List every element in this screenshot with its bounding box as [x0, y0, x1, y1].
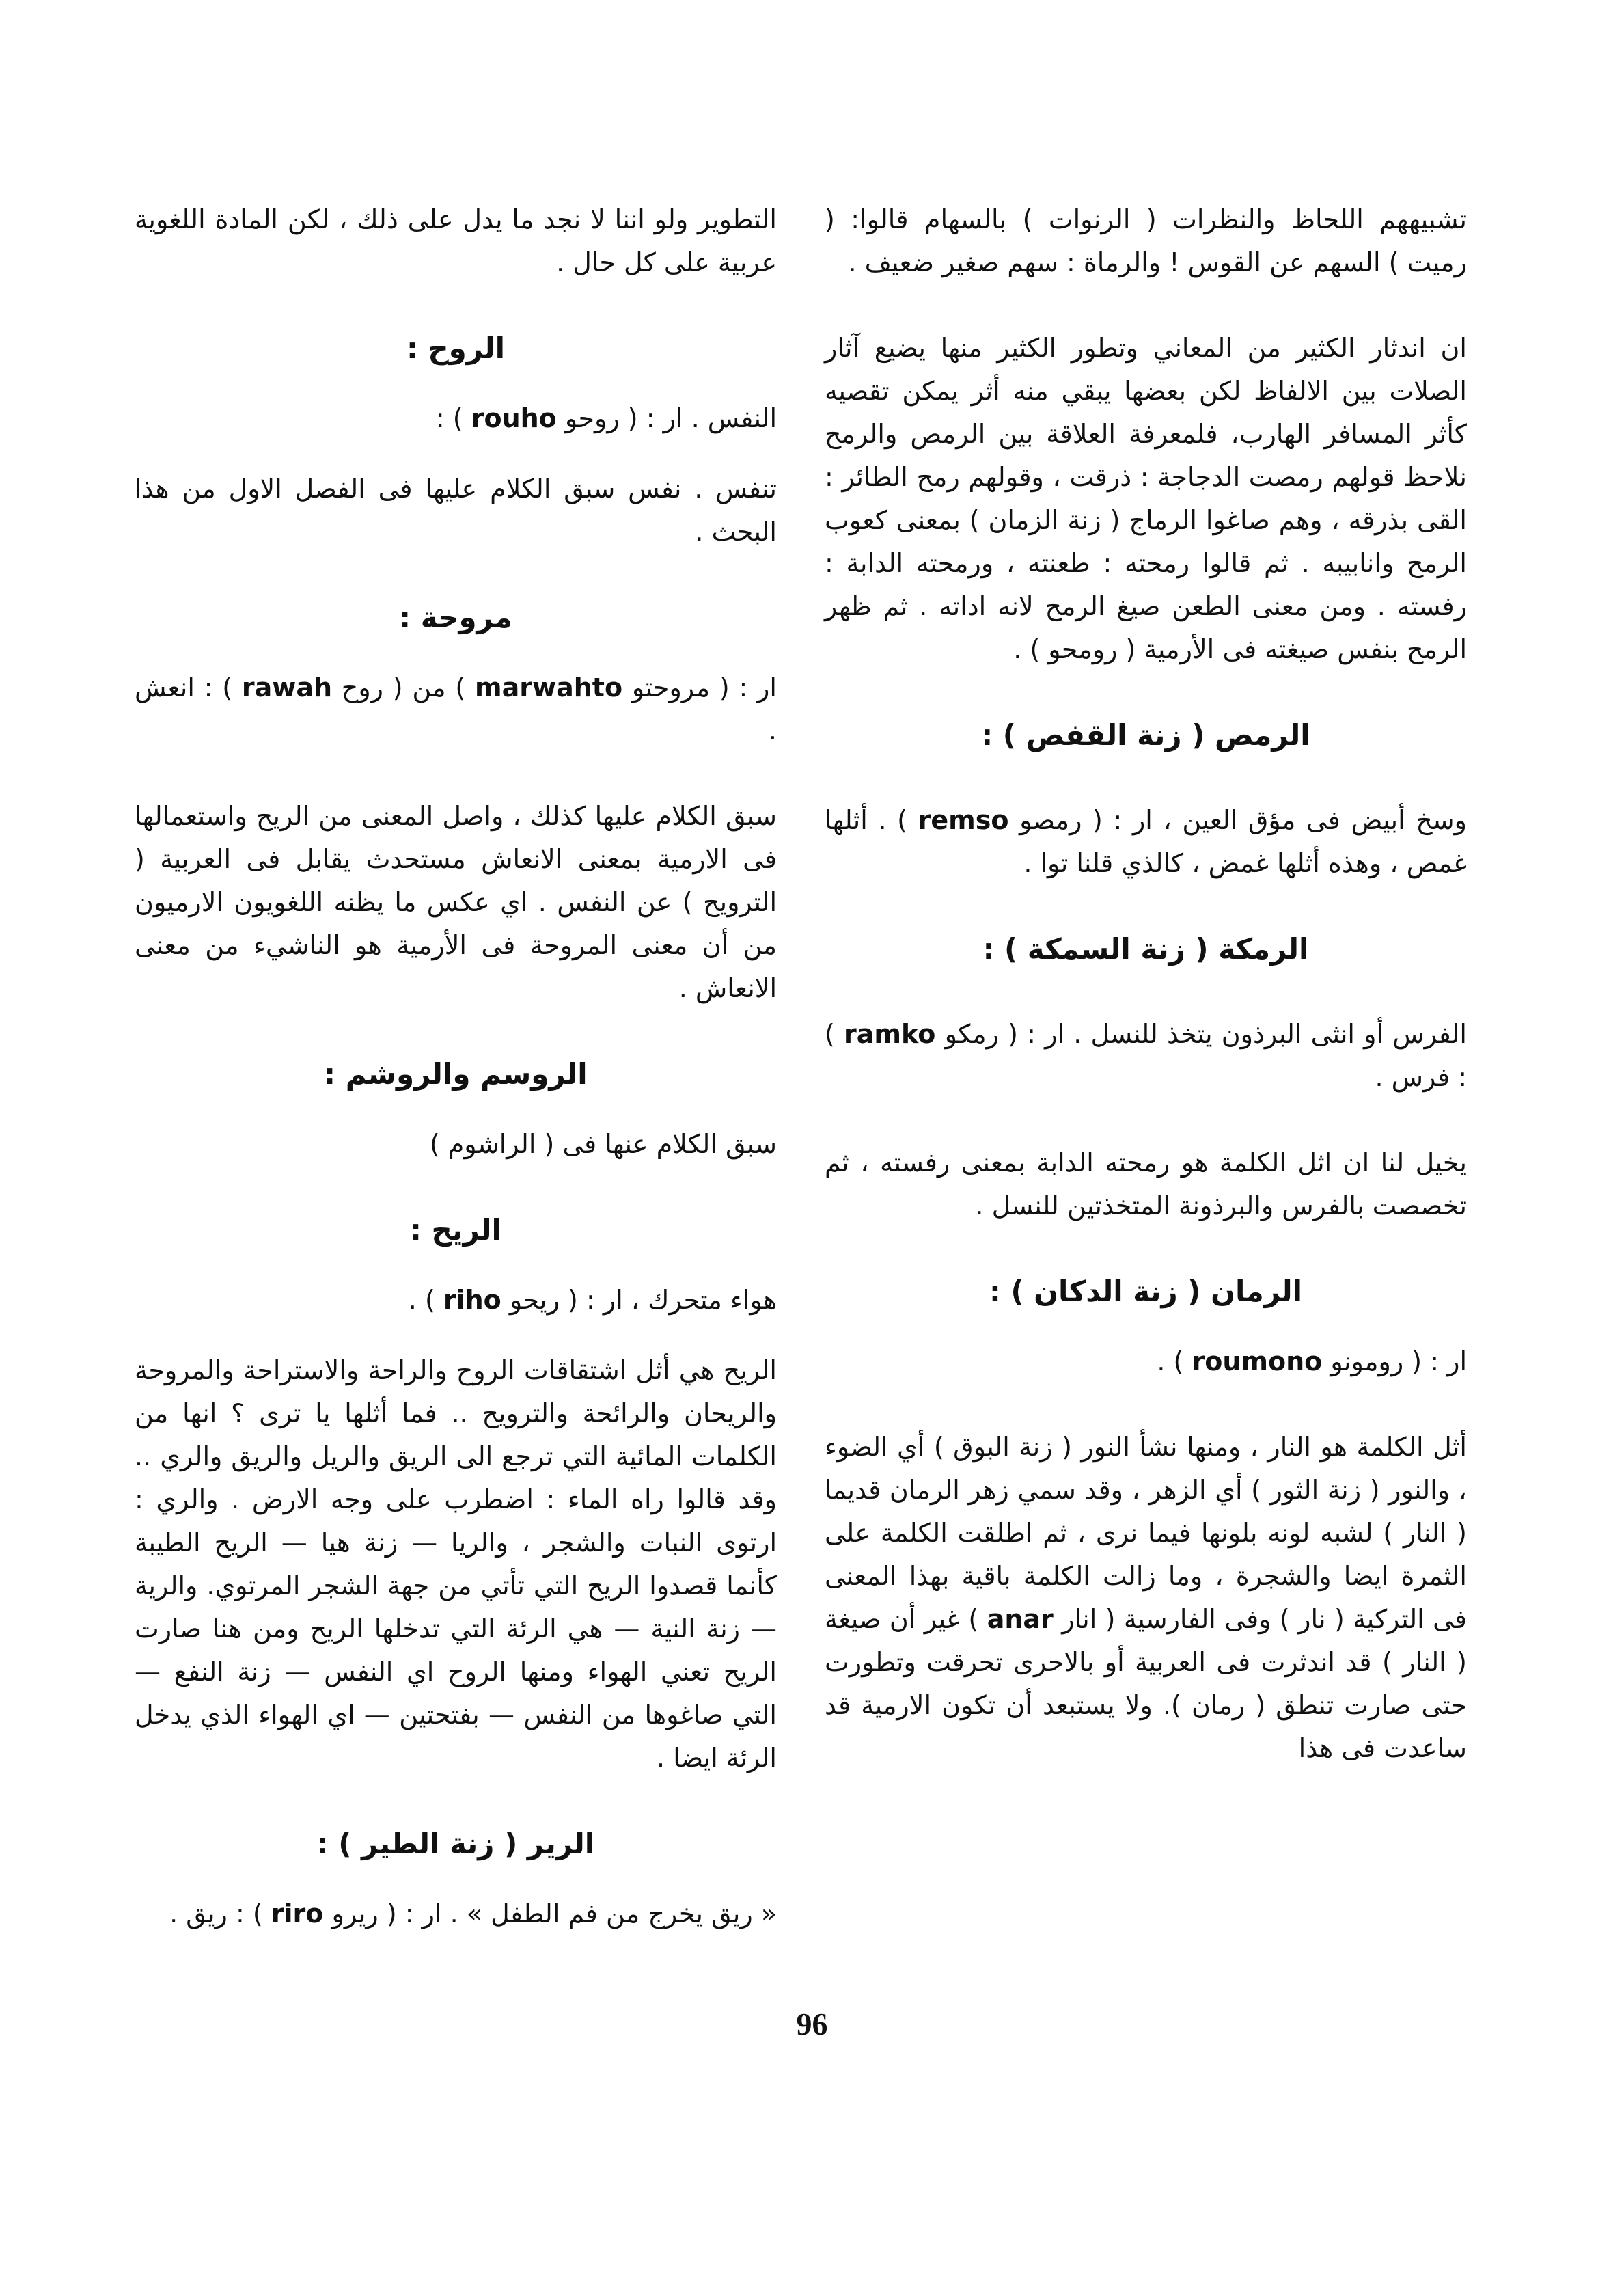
- text-fragment: ) : انعش .: [135, 672, 777, 746]
- paragraph: الريح هي أثل اشتقاقات الروح والراحة والاستراحة والمروحة والريحان والرائحة والترويح .. فما أثلها يا ترى ؟ انها من الكلمات المائية التي ترجع الى الريق والريل والريق والري .. وقد قالوا راه الماء : اضطرب على وجه الارض . والري : ارتوى النبات والشجر ، والريا — زنة هيا — الريح الطيبة كأنما قصدوا الريح التي تأتي من جهة الشجر المرتوي. والرية — زنة النية — هي الرئة التي تدخلها الريح ومن هنا صارت الريح تعني الهواء ومنها الروح اي النفس — زنة النفع — التي صاغوها من النفس — بفتحتين — اي الهواء الذي يدخل الرئة ايضا .: [135, 1355, 777, 1773]
- paragraph: ان اندثار الكثير من المعاني وتطور الكثير منها يضيع آثار الصلات بين الالفاظ لكن بعضها يبقي منه أثر يمكن تقصيه كأثر المسافر الهارب، فلمعرفة العلاقة بين الرمص والرمح نلاحظ قولهم رمصت الدجاجة : ذرقت ، وقولهم رمح الطائر : القى بذرقه ، وهم صاغوا الرماج ( زنة الزمان ) بمعنى كعوب الرمح وانابيبه . ثم قالوا رمحته : طعنته ، ورمحته الدابة : رفسته . ومن معنى الطعن صيغ الرمح لانه اداته . ثم ظهر الرمح بنفس صيغته فى الأرمية ( رومحو ) .: [825, 333, 1467, 664]
- entry-heading-rawsam: الروسم والروشم :: [324, 1057, 588, 1091]
- text-fragment: الفرس أو انثى البرذون يتخذ للنسل . ار : ( رمكو: [944, 1019, 1467, 1049]
- entry-heading-rir: الرير ( زنة الطير ) :: [316, 1827, 595, 1860]
- entry-heading-rih: الريح :: [410, 1213, 501, 1247]
- transliteration: rouho: [471, 403, 557, 433]
- text-fragment: ار : ( رومونو: [1330, 1346, 1467, 1376]
- paragraph: يخيل لنا ان اثل الكلمة هو رمحته الدابة بمعنى رفسته ، ثم تخصصت بالفرس والبرذونة المتخذتين للنسل .: [825, 1147, 1467, 1221]
- paragraph: [135, 1279, 777, 1322]
- text-fragment: ) .: [1157, 1346, 1184, 1376]
- transliteration: anar: [987, 1604, 1054, 1634]
- paragraph: تنفس . نفس سبق الكلام عليها فى الفصل الاول من هذا البحث .: [135, 474, 777, 547]
- transliteration: riro: [271, 1899, 324, 1929]
- text-fragment: « ريق يخرج من فم الطفل » . ار : ( ريرو: [331, 1899, 777, 1929]
- paragraph: [135, 1892, 777, 1935]
- paragraph: [825, 1426, 1467, 1770]
- text-fragment: أثل الكلمة هو النار ، ومنها نشأ النور ( زنة البوق ) أي الضوء ، والنور ( زنة الثور ) أي الزهر ، وقد سمي زهر الرمان قديما ( النار ) لشبه لونه بلونها فيما نرى ، ثم اطلقت الكلمة على الثمرة ايضا والشجرة ، وما زالت الكلمة باقية بهذا المعنى فى التركية ( نار ) وفى الفارسية ( انار: [825, 1432, 1467, 1634]
- text-fragment: النفس . ار : ( روحو: [564, 403, 777, 433]
- paragraph: [825, 1013, 1467, 1099]
- paragraph: سبق الكلام عنها فى ( الراشوم ): [429, 1129, 777, 1159]
- text-fragment: ) .: [408, 1285, 435, 1315]
- transliteration: ramko: [844, 1019, 936, 1049]
- paragraph: [825, 799, 1467, 885]
- page-number: 96: [796, 2007, 828, 2041]
- right-column: [825, 198, 1467, 1770]
- text-fragment: هواء متحرك ، ار : ( ريحو: [509, 1285, 777, 1315]
- paragraph: [135, 666, 777, 752]
- transliteration: roumono: [1192, 1346, 1323, 1376]
- paragraph: التطوير ولو اننا لا نجد ما يدل على ذلك ، لكن المادة اللغوية عربية على كل حال .: [135, 204, 777, 277]
- entry-heading-marwaha: مروحة :: [399, 601, 512, 634]
- left-column: [135, 198, 777, 1935]
- paragraph: تشبيههم اللحاظ والنظرات ( الرنوات ) بالسهام قالوا: ( رميت ) السهم عن القوس ! والرماة : سهم صغير ضعيف .: [825, 204, 1467, 277]
- paragraph: سبق الكلام عليها كذلك ، واصل المعنى من الريح واستعمالها فى الارمية بمعنى الانعاش مستحدث يقابل فى العربية ( الترويح ) عن النفس . اي عكس ما يظنه اللغويون الارميون من أن معنى المروحة فى الأرمية هو الناشيء من معنى الانعاش .: [135, 801, 777, 1003]
- paragraph: [825, 1340, 1467, 1383]
- transliteration: riho: [443, 1285, 501, 1315]
- entry-heading-ruh: الروح :: [406, 331, 506, 365]
- paragraph: [135, 397, 777, 440]
- text-fragment: ار : ( مروحتو: [631, 672, 777, 703]
- transliteration: marwahto: [475, 672, 623, 703]
- transliteration: rawah: [241, 672, 333, 703]
- text-fragment: ) . أثلها غمص ، وهذه أثلها غمض ، كالذي قلنا توا .: [825, 805, 1467, 878]
- text-fragment: ) من ( روح: [341, 672, 466, 703]
- text-fragment: ) :: [435, 403, 463, 433]
- text-fragment: ) : ريق .: [169, 1899, 263, 1929]
- transliteration: remso: [918, 805, 1009, 835]
- entry-heading-ramas: الرمص ( زنة القفص ) :: [981, 718, 1310, 752]
- entry-heading-ramka: الرمكة ( زنة السمكة ) :: [982, 932, 1309, 966]
- entry-heading-rumman: الرمان ( زنة الدكان ) :: [989, 1275, 1303, 1308]
- text-fragment: ) : فرس .: [825, 1019, 1467, 1092]
- text-fragment: ) غير أن صيغة ( النار ) قد اندثرت فى العربية أو بالاحرى تحرقت وتطورت حتى صارت تنطق ( رمان ). ولا يستبعد أن تكون الارمية قد ساعدت فى هذا: [825, 1604, 1467, 1763]
- text-fragment: وسخ أبيض فى مؤق العين ، ار : ( رمصو: [1019, 805, 1467, 835]
